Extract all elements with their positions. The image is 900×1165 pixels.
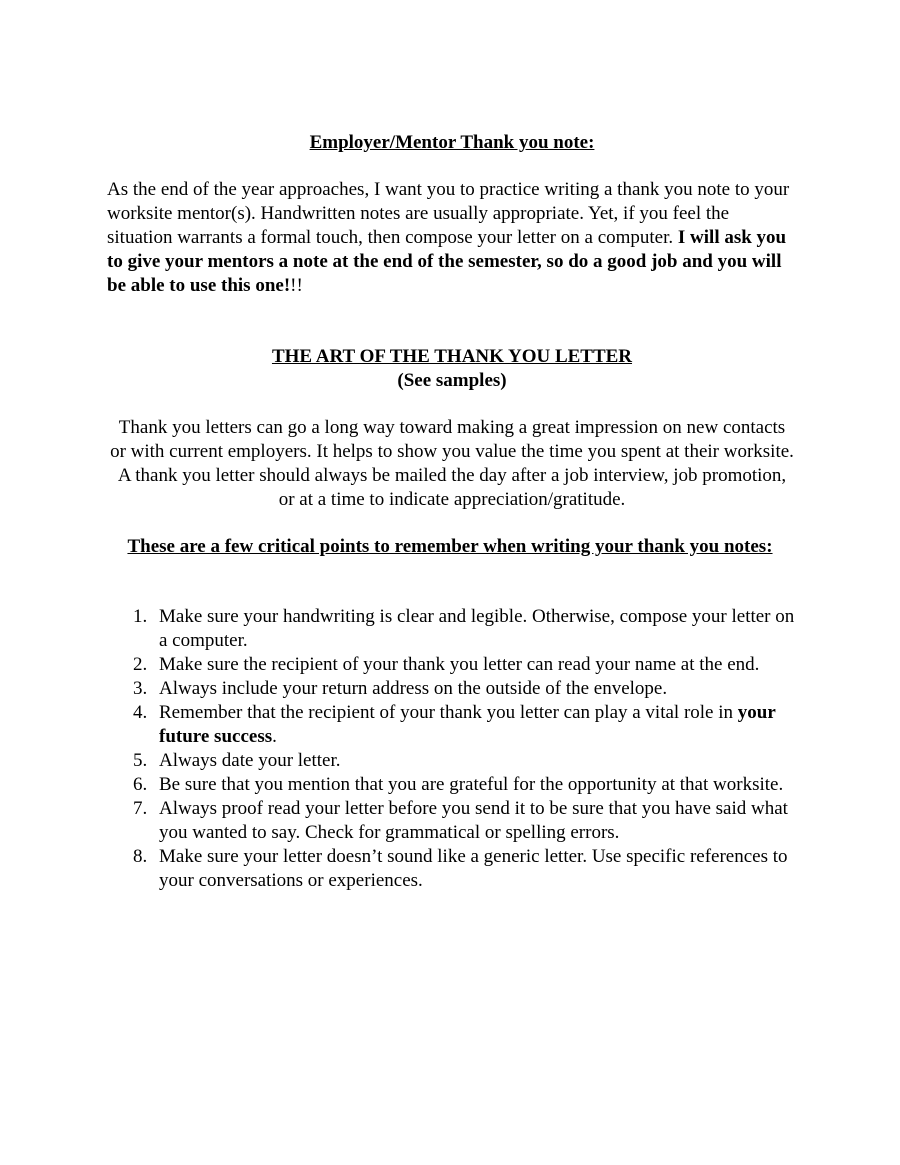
art-paragraph: Thank you letters can go a long way toward making a great impression on new contacts or with current employers. It helps to show you value the time you spent at their worksite. A thank you letter should always be mailed the day after a job interview, job promotion, or at a time to indicate appreciation/gratitude. [110, 417, 794, 510]
list-item-text: Make sure your handwriting is clear and legible. Otherwise, compose your letter on a computer. [159, 606, 795, 651]
list-item-number: 1. [133, 606, 148, 627]
list-item-number: 7. [133, 798, 148, 819]
list-item-number: 5. [133, 750, 148, 771]
list-item [107, 605, 797, 653]
list-item [107, 797, 797, 845]
list-item-text: Always date your letter. [159, 750, 341, 771]
art-heading: THE ART OF THE THANK YOU LETTER [271, 346, 633, 367]
list-item [107, 845, 797, 893]
list-item [107, 701, 797, 749]
page-title: Employer/Mentor Thank you note: [309, 132, 595, 153]
list-item [107, 677, 797, 701]
list-item [107, 773, 797, 797]
list-item-text: Remember that the recipient of your thank you letter can play a vital role in [159, 702, 738, 723]
points-heading: These are a few critical points to remember when writing your thank you notes: [127, 536, 773, 557]
list-item-text: Always proof read your letter before you send it to be sure that you have said what you wanted to say. Check for grammatical or spelling errors. [159, 798, 788, 843]
list-item-text: Be sure that you mention that you are grateful for the opportunity at that worksite. [159, 774, 784, 795]
list-item-number: 6. [133, 774, 148, 795]
intro-text: As the end of the year approaches, I want you to practice writing a thank you note to your worksite mentor(s). Handwritten notes are usually appropriate. Yet, if you feel the situation warrants a formal touch, then compose your letter on a computer. [107, 179, 790, 248]
art-subheading: (See samples) [397, 370, 507, 391]
list-item-number: 4. [133, 702, 148, 723]
list-item [107, 653, 797, 677]
points-list [107, 605, 797, 893]
list-item-number: 8. [133, 846, 148, 867]
list-item-text: Always include your return address on the outside of the envelope. [159, 678, 668, 699]
list-item-text: Make sure the recipient of your thank you letter can read your name at the end. [159, 654, 760, 675]
intro-tail: !! [290, 275, 303, 296]
intro-paragraph [107, 178, 797, 298]
list-item-bold-text: your future success [159, 702, 776, 747]
list-item-tail: . [272, 726, 277, 747]
list-item-number: 2. [133, 654, 148, 675]
list-item-number: 3. [133, 678, 148, 699]
intro-bold-text: I will ask you to give your mentors a note at the end of the semester, so do a good job and you will be able to use this one! [107, 227, 787, 296]
list-item-text: Make sure your letter doesn’t sound like a generic letter. Use specific references to your conversations or experiences. [159, 846, 788, 891]
list-item [107, 749, 797, 773]
